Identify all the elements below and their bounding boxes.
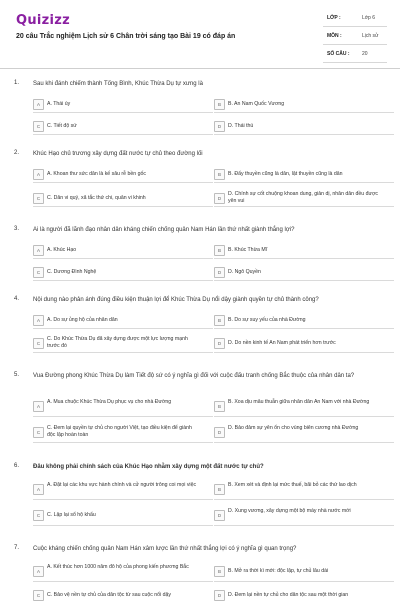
option-text: A. Mua chuộc Khúc Thừa Dụ phục vụ cho nhà Đường — [47, 399, 172, 405]
option-badge: B — [214, 315, 225, 326]
option-text: B. Xoa dịu mâu thuẫn giữa nhân dân An Nam với nhà Đường — [228, 399, 370, 405]
option-badge: C — [33, 267, 44, 278]
option-badge: D — [214, 193, 225, 204]
page-title: 20 câu Trắc nghiệm Lịch sử 6 Chân trời sáng tạo Bài 19 có đáp án — [16, 33, 236, 40]
option-c[interactable] — [33, 188, 213, 207]
meta-value: 20 — [362, 51, 368, 57]
meta-label: MÔN : — [327, 33, 342, 39]
option-b[interactable] — [214, 96, 394, 113]
question-text: Ai là người đã lãnh đạo nhân dân kháng chiến chống quân Nam Hán lần thứ nhất giành thắng lợi? — [33, 227, 295, 233]
option-b[interactable] — [214, 165, 394, 183]
option-a[interactable] — [33, 561, 213, 582]
option-a[interactable] — [33, 241, 213, 259]
option-text: A. Kết thúc hơn 1000 năm đô hộ của phong kiến phương Bắc — [47, 564, 189, 570]
option-b[interactable] — [214, 561, 394, 582]
meta-label: LỚP : — [327, 15, 341, 21]
option-badge: C — [33, 338, 44, 349]
option-a[interactable] — [33, 479, 213, 500]
option-text: D. Bảo đảm sự yên ổn cho vùng biên cương nhà Đường — [228, 425, 359, 431]
option-badge: B — [214, 566, 225, 577]
option-text: D. Chính sự cốt chuộng khoan dung, giản dị, nhân dân đều được yên vui — [228, 191, 378, 204]
option-text: D. Đem lại nền tự chủ cho dân tộc sau một thời gian — [228, 592, 349, 598]
option-c[interactable] — [33, 587, 213, 599]
option-text: B. Xem xét và định lại mức thuế, bãi bỏ các thứ lao dịch — [228, 482, 357, 488]
option-text: D. Xung vương, xây dựng một bộ máy nhà nước mới — [228, 508, 351, 514]
meta-value: Lịch sử — [362, 33, 379, 39]
option-text: A. Khúc Hạo — [47, 247, 77, 253]
question-text: Đâu không phải chính sách của Khúc Hạo nhằm xây dựng một đất nước tự chủ? — [33, 464, 264, 470]
option-badge: A — [33, 566, 44, 577]
question-text: Sau khi đánh chiếm thành Tống Bình, Khúc Thừa Dụ tự xưng là — [33, 81, 203, 87]
option-text: B. Đẩy thuyền cũng là dân, lật thuyền cũng là dân — [228, 171, 343, 177]
option-b[interactable] — [214, 311, 394, 329]
option-text: C. Tiết độ sứ — [47, 123, 77, 129]
option-text: A. Khoan thư sức dân là kế sâu rễ bền gốc — [47, 171, 146, 177]
option-text: C. Dương Đình Nghệ — [47, 269, 97, 275]
option-text: A. Thái úy — [47, 101, 71, 107]
option-c[interactable] — [33, 118, 213, 135]
option-d[interactable] — [214, 333, 394, 353]
option-badge: B — [214, 401, 225, 412]
option-badge: C — [33, 590, 44, 601]
question-number: 4. — [14, 296, 20, 302]
option-text: C. Lập lại sổ hộ khẩu — [47, 512, 96, 518]
question-text: Cuộc kháng chiến chống quân Nam Hán xâm lược lần thứ nhất thắng lợi có ý nghĩa gì quan trọng? — [33, 546, 297, 552]
option-badge: D — [214, 590, 225, 601]
option-badge: C — [33, 193, 44, 204]
question-number: 2. — [14, 150, 20, 156]
option-badge: D — [214, 338, 225, 349]
option-text: C. Đem lại quyền tự chủ cho người Việt, tạo điều kiện để giành độc lập hoàn toàn — [47, 425, 192, 438]
option-badge: C — [33, 121, 44, 132]
question-number: 5. — [14, 372, 20, 378]
option-text: D. Thái thú — [228, 123, 254, 129]
option-text: C. Do Khúc Thừa Dụ đã xây dựng được một lực lượng mạnh trước đó — [47, 336, 188, 349]
option-c[interactable] — [33, 333, 213, 353]
option-badge: A — [33, 245, 44, 256]
option-badge: A — [33, 169, 44, 180]
option-text: B. Do sự suy yếu của nhà Đường — [228, 317, 306, 323]
option-d[interactable] — [214, 422, 394, 443]
meta-row-subject — [323, 27, 387, 45]
option-badge: A — [33, 315, 44, 326]
option-badge: B — [214, 99, 225, 110]
question-number: 1. — [14, 80, 20, 86]
meta-table — [323, 9, 387, 63]
option-d[interactable] — [214, 587, 394, 599]
option-badge: A — [33, 401, 44, 412]
question-number: 3. — [14, 226, 20, 232]
option-text: A. Đặt lại các khu vực hành chính và cử người trông coi mọi việc — [47, 482, 197, 488]
quizizz-logo: Quizizz — [16, 13, 71, 28]
option-badge: C — [33, 510, 44, 521]
option-a[interactable] — [33, 311, 213, 329]
option-text: B. An Nam Quốc Vương — [228, 101, 285, 107]
option-text: B. Khúc Thừa Mĩ — [228, 247, 268, 253]
meta-value: Lớp 6 — [362, 15, 376, 21]
option-badge: D — [214, 510, 225, 521]
option-text: C. Bảo vệ nền tự chủ của dân tộc từ sau cuộc nổi dậy — [47, 592, 172, 598]
option-b[interactable] — [214, 479, 394, 500]
option-badge: D — [214, 267, 225, 278]
option-text: A. Do sự ủng hộ của nhân dân — [47, 317, 118, 323]
worksheet-header — [0, 0, 400, 68]
option-badge: D — [214, 121, 225, 132]
question-number: 6. — [14, 463, 20, 469]
option-c[interactable] — [33, 263, 213, 281]
option-badge: A — [33, 99, 44, 110]
option-badge: B — [214, 484, 225, 495]
meta-row-count — [323, 45, 387, 63]
option-badge: B — [214, 245, 225, 256]
option-text: B. Mở ra thời kì mới: độc lập, tự chủ lâu dài — [228, 568, 329, 574]
option-badge: A — [33, 484, 44, 495]
option-text: D. Do nền kinh tế An Nam phát triển hơn trước — [228, 340, 336, 346]
option-c[interactable] — [33, 422, 213, 443]
meta-row-class — [323, 9, 387, 27]
option-a[interactable] — [33, 96, 213, 113]
option-badge: D — [214, 427, 225, 438]
question-number: 7. — [14, 545, 20, 551]
question-text: Khúc Hạo chủ trương xây dựng đất nước tự chủ theo đường lối — [33, 151, 203, 157]
option-a[interactable] — [33, 396, 213, 417]
question-text: Nội dung nào phản ánh đúng điều kiện thuận lợi để Khúc Thừa Dụ nổi dậy giành quyền tự chủ thành công? — [33, 297, 319, 303]
option-badge: B — [214, 169, 225, 180]
option-b[interactable] — [214, 241, 394, 259]
option-text: D. Ngô Quyền — [228, 269, 261, 275]
option-d[interactable] — [214, 188, 394, 207]
meta-label: SỐ CÂU : — [327, 51, 350, 57]
option-d[interactable] — [214, 263, 394, 281]
option-d[interactable] — [214, 118, 394, 135]
option-b[interactable] — [214, 396, 394, 417]
option-c[interactable] — [33, 505, 213, 526]
option-d[interactable] — [214, 505, 394, 526]
option-badge: C — [33, 427, 44, 438]
option-text: C. Dân vi quý, xã tắc thứ chi, quân vi khinh — [47, 195, 146, 201]
option-a[interactable] — [33, 165, 213, 183]
header-divider — [0, 68, 400, 69]
question-text: Vua Đường phong Khúc Thừa Dụ làm Tiết độ sứ có ý nghĩa gì đối với cuộc đấu tranh chống Bắc thuộc của nhân dân ta? — [33, 373, 355, 379]
